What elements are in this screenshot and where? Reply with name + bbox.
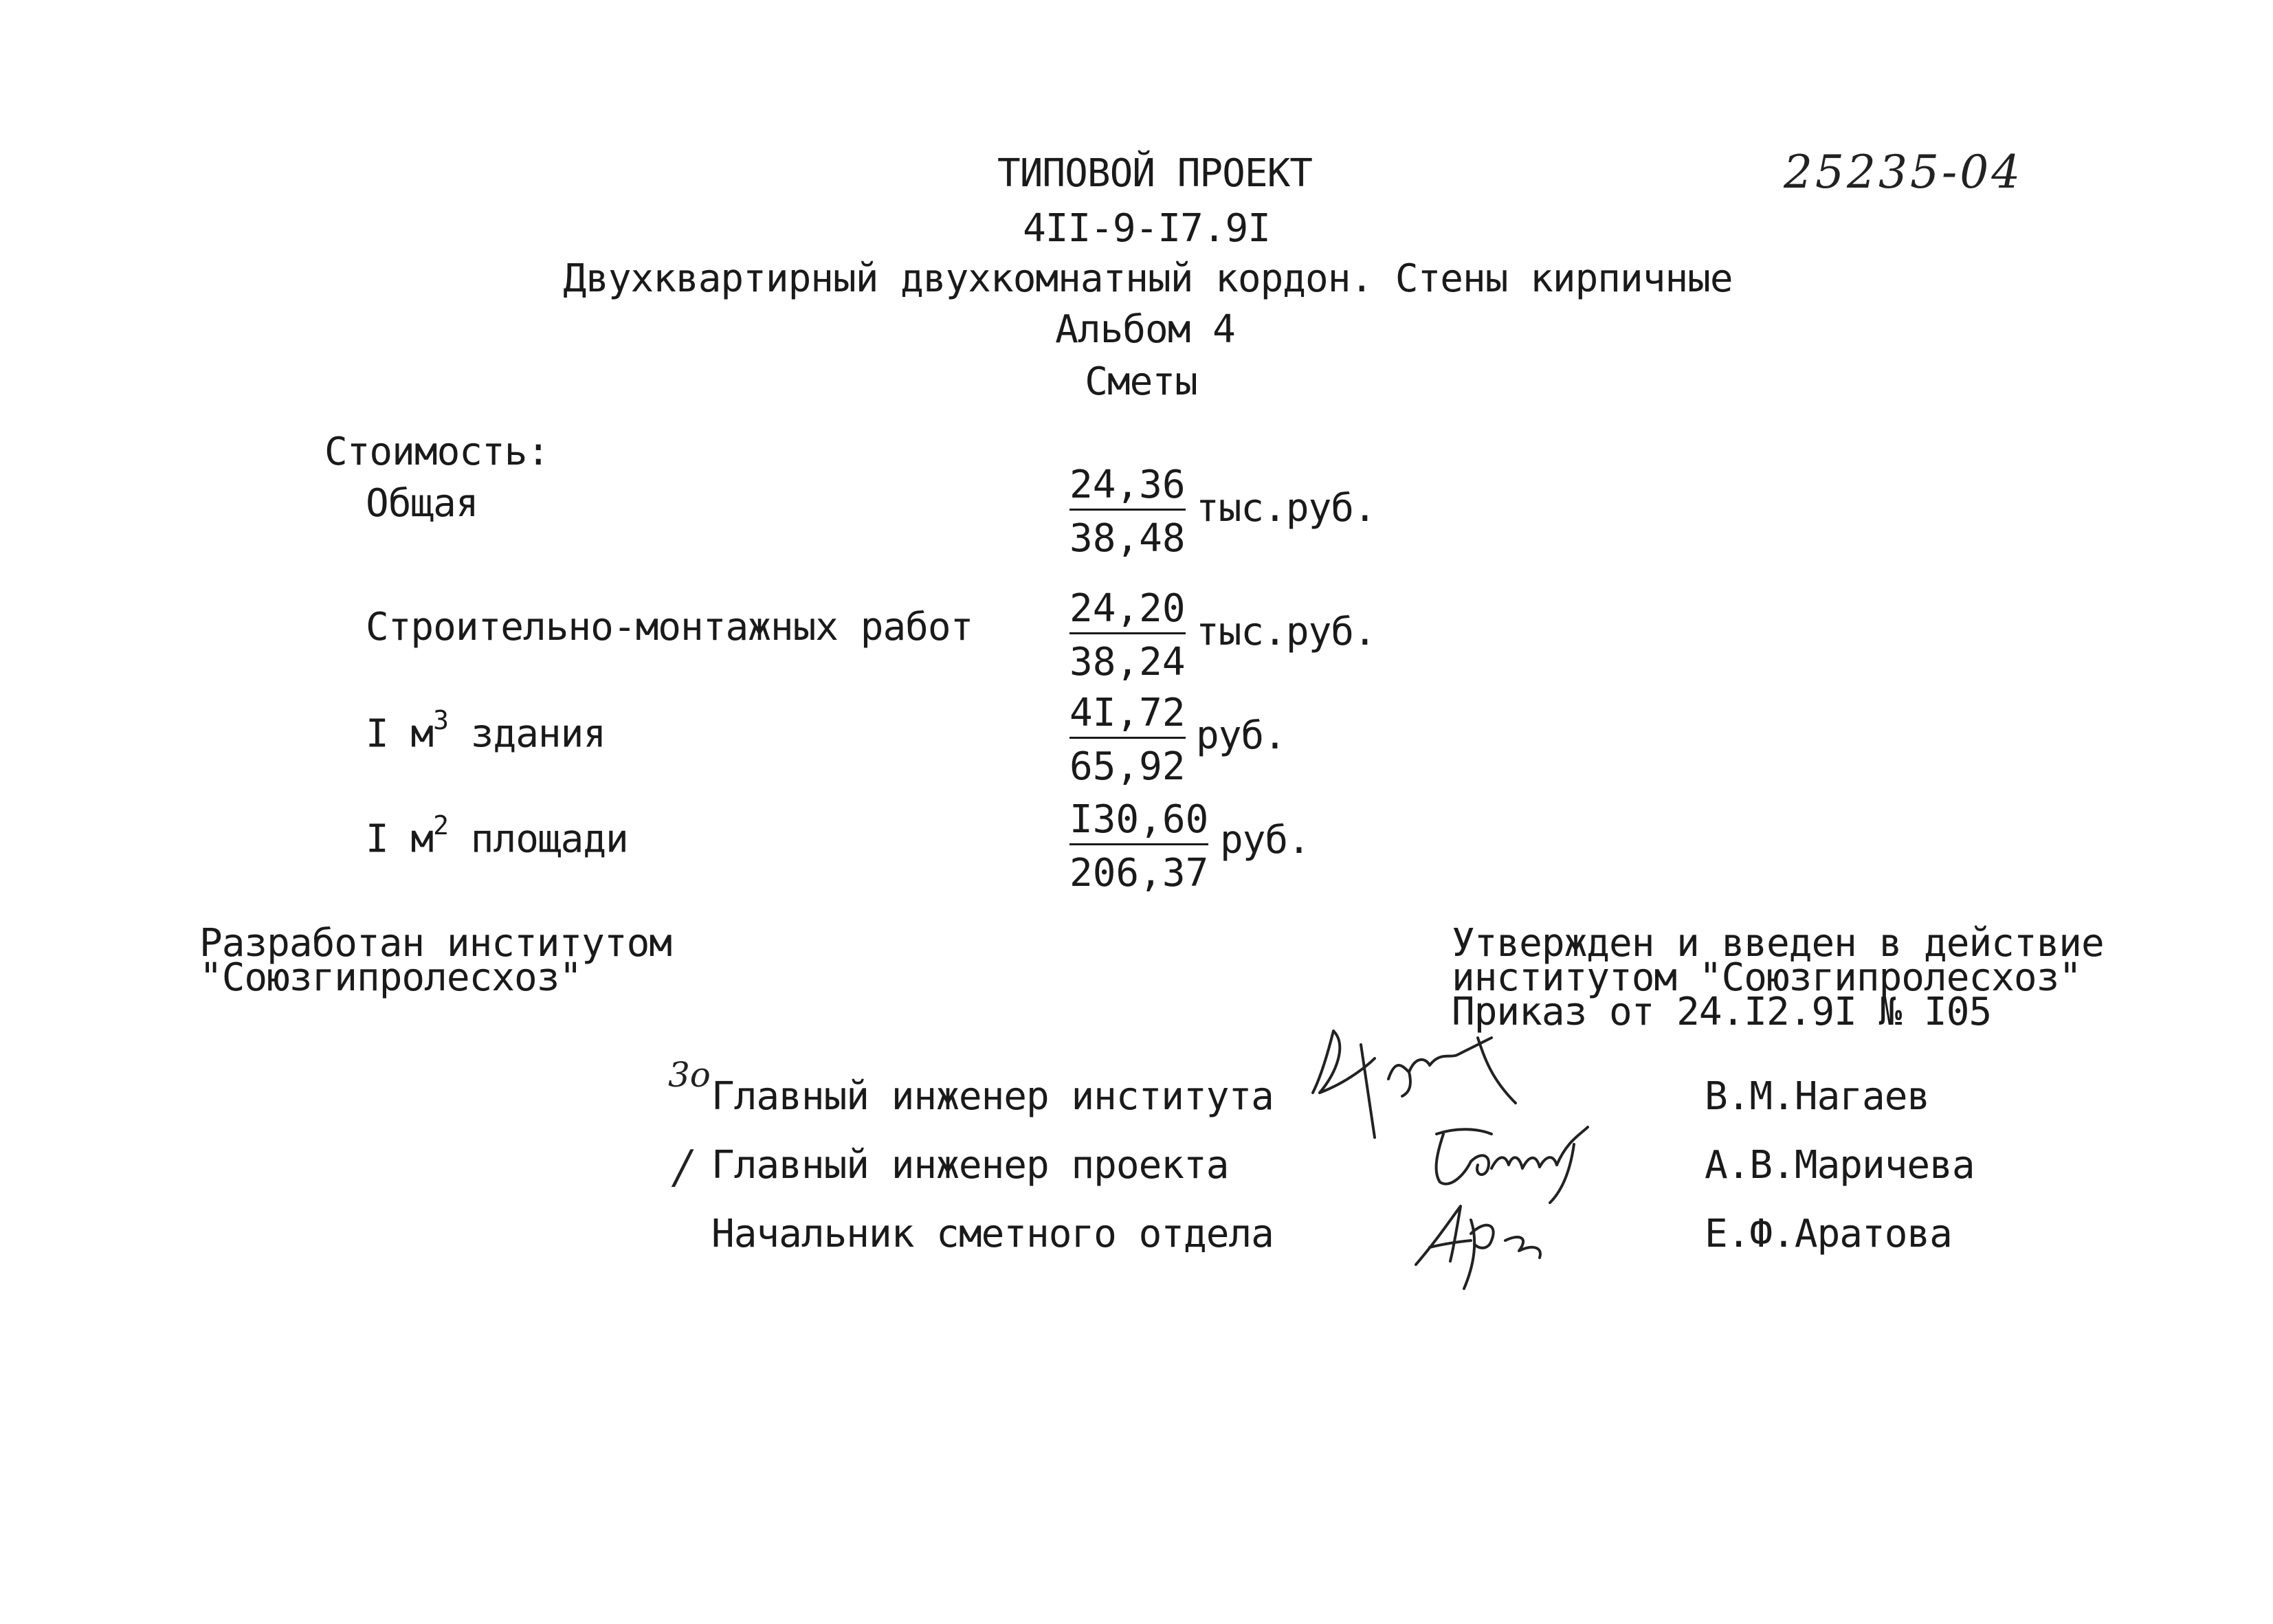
signatory-name: Е.Ф.Аратова (1705, 1212, 1952, 1256)
cost-label-exponent: 2 (433, 810, 449, 841)
approval-line-2: институтом "Союзгипролесхоз" (1452, 955, 2082, 1000)
developer-line-2: "Союзгипролесхоз" (199, 955, 582, 1000)
signatory-name: А.В.Маричева (1705, 1143, 1975, 1188)
doc-number-handwritten: 25235-04 (1784, 146, 2023, 199)
handwritten-mark: / (675, 1141, 691, 1194)
document-title: ТИПОВОЙ ПРОЕКТ (997, 151, 1313, 196)
cost-denominator: 38,48 (1069, 516, 1186, 561)
cost-label-prefix: I м (366, 711, 434, 757)
cost-label-per-m2 (366, 810, 628, 862)
signatory-name: В.М.Нагаев (1705, 1074, 1930, 1119)
cost-label-suffix: площади (448, 816, 628, 862)
cost-label-construction: Строительно-монтажных работ (366, 605, 973, 649)
cost-denominator: 65,92 (1069, 744, 1186, 789)
cost-numerator: I30,60 (1069, 801, 1208, 845)
approval-line-1: Утвержден и введен в действие (1452, 921, 2104, 966)
costs-heading: Стоимость: (324, 430, 550, 474)
cost-numerator: 4I,72 (1069, 694, 1186, 739)
handwritten-mark: 3о (668, 1055, 711, 1095)
cost-denominator: 206,37 (1069, 851, 1209, 896)
cost-label-per-m3 (366, 705, 606, 757)
developer-line-1: Разработан институтом (199, 921, 672, 966)
signatory-position: Главный инженер проекта (711, 1143, 1229, 1188)
cost-label-suffix: здания (448, 711, 606, 757)
cost-label-prefix: I м (366, 816, 434, 862)
approval-line-3: Приказ от 24.I2.9I № I05 (1452, 990, 1992, 1034)
cost-unit: руб. (1196, 713, 1286, 758)
cost-unit: руб. (1220, 818, 1310, 863)
project-name: Двухквартирный двухкомнатный кордон. Стены кирпичные (563, 256, 1733, 301)
project-code: 4II-9-I7.9I (1023, 206, 1270, 251)
signatory-position: Главный инженер института (711, 1074, 1274, 1119)
signatory-position: Начальник сметного отдела (711, 1212, 1274, 1256)
cost-numerator: 24,36 (1069, 466, 1186, 511)
cost-label-total: Общая (366, 481, 478, 526)
cost-numerator: 24,20 (1069, 590, 1186, 634)
cost-unit: тыс.руб. (1196, 610, 1376, 654)
cost-denominator: 38,24 (1069, 640, 1186, 685)
cost-label-exponent: 3 (433, 705, 449, 735)
section-label: Сметы (1085, 359, 1197, 404)
album-label: Альбом 4 (1055, 307, 1235, 352)
signature-head-estimate-department (1402, 1199, 1581, 1295)
cost-unit: тыс.руб. (1196, 486, 1376, 531)
